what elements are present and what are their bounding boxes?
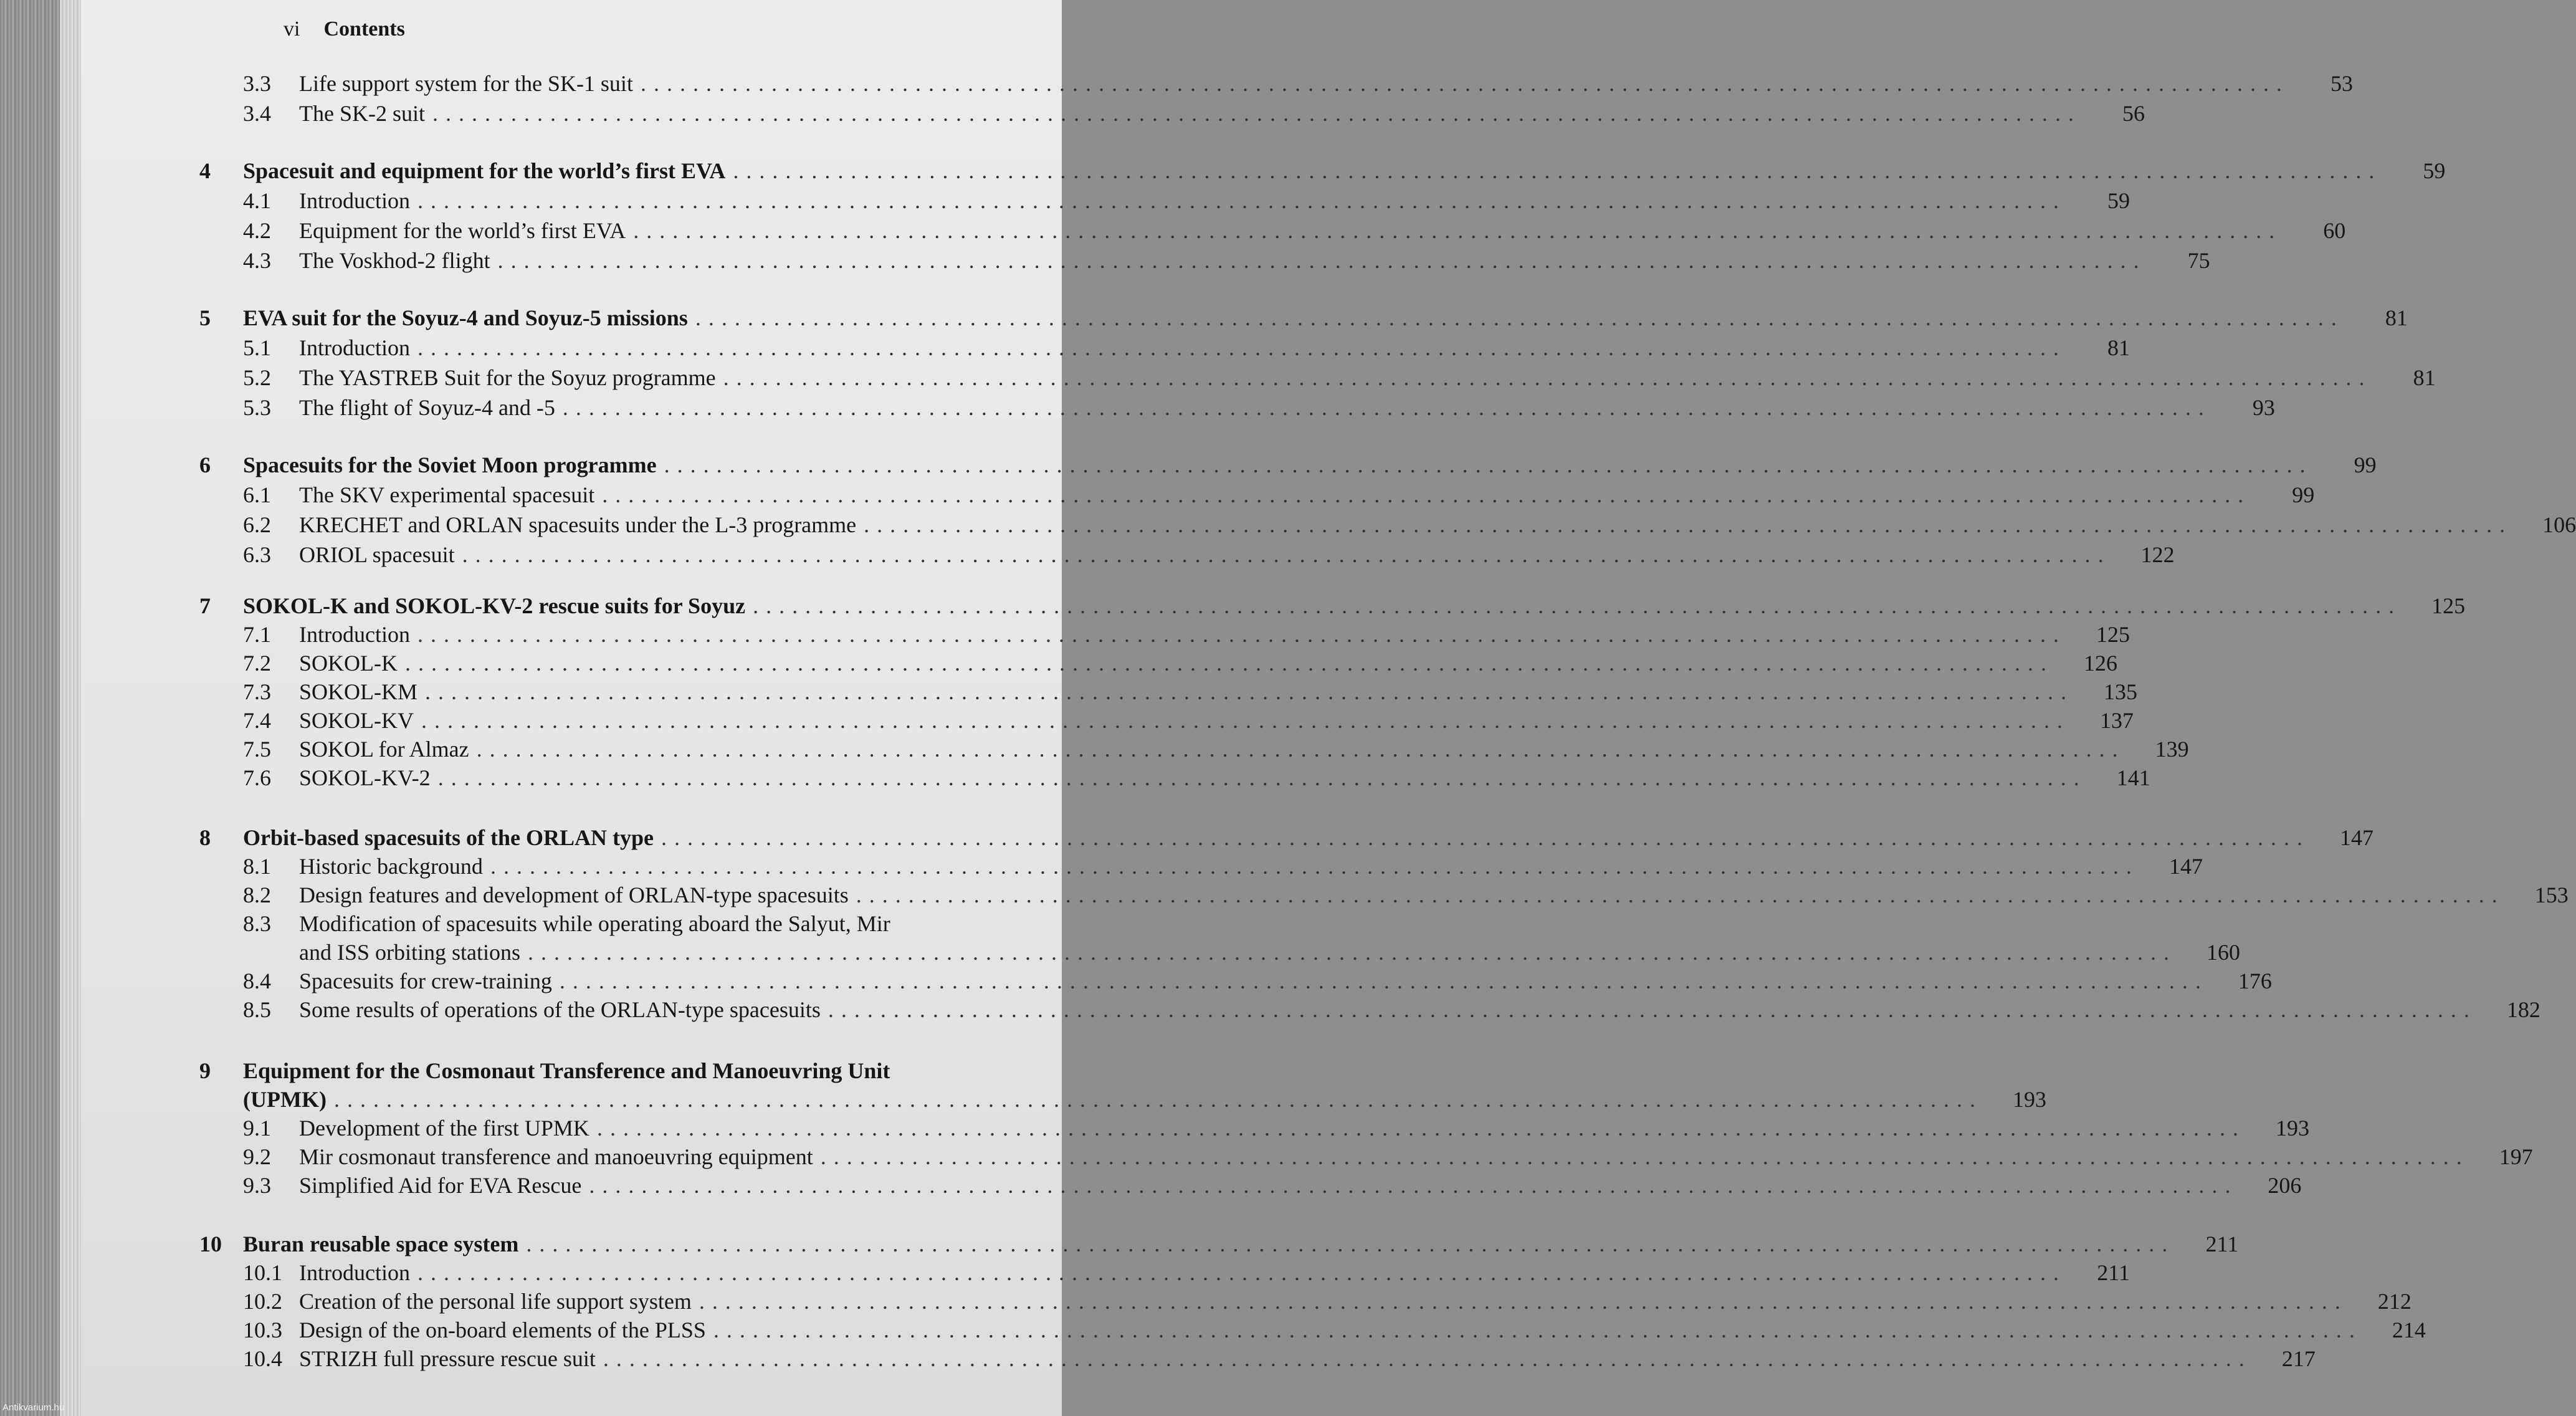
book-spine xyxy=(0,0,60,1416)
toc-section-10-2: 10.2 Creation of the personal life support system .............................................................................................................................. 212 xyxy=(243,1289,2411,1314)
toc-section-6-2: 6.2 KRECHET and ORLAN spacesuits under the L-3 programme .............................................................................................................................. 106 xyxy=(243,512,2576,537)
toc-section-6-3: 6.3 ORIOL spacesuit .............................................................................................................................. 122 xyxy=(243,542,2175,567)
toc-chapter-4: 4 Spacesuit and equipment for the world’s first EVA .............................................................................................................................. 59 xyxy=(199,158,2446,183)
toc-section-3-4: 3.4 The SK-2 suit .............................................................................................................................. 56 xyxy=(243,101,2145,126)
header-title: Contents xyxy=(323,17,405,41)
book-page xyxy=(81,0,2576,1416)
toc-section-7-4: 7.4 SOKOL-KV .............................................................................................................................. 137 xyxy=(243,708,2134,733)
toc-section-7-6: 7.6 SOKOL-KV-2 .............................................................................................................................. 141 xyxy=(243,765,2150,790)
toc-chapter-8: 8 Orbit-based spacesuits of the ORLAN type .............................................................................................................................. 147 xyxy=(199,825,2374,850)
toc-section-8-5: 8.5 Some results of operations of the ORLAN-type spacesuits .............................................................................................................................. 182 xyxy=(243,997,2540,1022)
toc-section-8-4: 8.4 Spacesuits for crew-training .............................................................................................................................. 176 xyxy=(243,969,2272,993)
toc-chapter-10: 10 Buran reusable space system .............................................................................................................................. 211 xyxy=(199,1232,2239,1256)
toc-section-10-1: 10.1 Introduction .............................................................................................................................. 211 xyxy=(243,1260,2130,1285)
page-header xyxy=(284,17,405,41)
toc-section-7-3: 7.3 SOKOL-KM .............................................................................................................................. 135 xyxy=(243,679,2138,704)
toc-section-5-1: 5.1 Introduction .............................................................................................................................. 81 xyxy=(243,335,2130,360)
toc-section-5-3: 5.3 The flight of Soyuz-4 and -5 .............................................................................................................................. 93 xyxy=(243,395,2275,420)
toc-section-6-1: 6.1 The SKV experimental spacesuit .............................................................................................................................. 99 xyxy=(243,482,2315,507)
toc-chapter-9-line1: 9 Equipment for the Cosmonaut Transference and Manoeuvring Unit xyxy=(199,1058,890,1083)
toc-section-4-3: 4.3 The Voskhod-2 flight .............................................................................................................................. 75 xyxy=(243,248,2210,273)
toc-section-5-2: 5.2 The YASTREB Suit for the Soyuz programme .............................................................................................................................. 81 xyxy=(243,365,2436,390)
toc-chapter-5: 5 EVA suit for the Soyuz-4 and Soyuz-5 missions .............................................................................................................................. 81 xyxy=(199,305,2408,330)
toc-section-7-2: 7.2 SOKOL-K .............................................................................................................................. 126 xyxy=(243,651,2117,676)
toc-section-10-4: 10.4 STRIZH full pressure rescue suit .............................................................................................................................. 217 xyxy=(243,1346,2316,1371)
toc-section-4-1: 4.1 Introduction .............................................................................................................................. 59 xyxy=(243,188,2130,213)
toc-chapter-9: (UPMK) .............................................................................................................................. 193 xyxy=(243,1087,2046,1112)
toc-section-9-1: 9.1 Development of the first UPMK .............................................................................................................................. 193 xyxy=(243,1116,2309,1141)
toc-chapter-7: 7 SOKOL-K and SOKOL-KV-2 rescue suits for Soyuz .............................................................................................................................. 125 xyxy=(199,593,2466,618)
toc-chapter-6: 6 Spacesuits for the Soviet Moon programme .............................................................................................................................. 99 xyxy=(199,452,2377,477)
toc-section-3-3: 3.3 Life support system for the SK-1 suit .............................................................................................................................. 53 xyxy=(243,71,2353,96)
toc-section-7-5: 7.5 SOKOL for Almaz .............................................................................................................................. 139 xyxy=(243,737,2189,762)
toc-section-8-2: 8.2 Design features and development of ORLAN-type spacesuits .............................................................................................................................. 153 xyxy=(243,883,2569,907)
toc-section-4-2: 4.2 Equipment for the world’s first EVA .............................................................................................................................. 60 xyxy=(243,218,2346,243)
toc-section-9-3: 9.3 Simplified Aid for EVA Rescue .............................................................................................................................. 206 xyxy=(243,1173,2302,1198)
toc-section-7-1: 7.1 Introduction .............................................................................................................................. 125 xyxy=(243,622,2130,647)
toc-section-9-2: 9.2 Mir cosmonaut transference and manoeuvring equipment .............................................................................................................................. 197 xyxy=(243,1144,2533,1169)
toc-section-8-3: and ISS orbiting stations .............................................................................................................................. 160 xyxy=(299,940,2241,965)
watermark: Antikvarium.hu xyxy=(2,1402,65,1413)
page-edges xyxy=(60,0,81,1416)
header-page-number: vi xyxy=(284,17,300,41)
toc-section-10-3: 10.3 Design of the on-board elements of the PLSS .............................................................................................................................. 214 xyxy=(243,1318,2426,1342)
toc-section-8-3-line1: 8.3 Modification of spacesuits while operating aboard the Salyut, Mir xyxy=(243,911,890,936)
toc-section-8-1: 8.1 Historic background .............................................................................................................................. 147 xyxy=(243,854,2203,879)
